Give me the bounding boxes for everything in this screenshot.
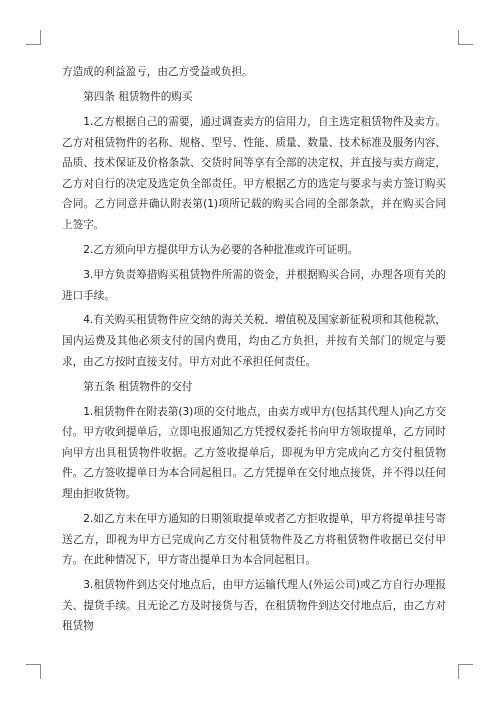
paragraph-continuation: 方造成的利益盈亏，由乙方受益或负担。 (62, 66, 253, 78)
article-5-heading: 第五条 租赁物件的交付 (83, 380, 193, 393)
article-4-clause-3: 3.甲方负责筹措购买租赁物件所需的资金，并根据购买合同，办理各项有关的进口手续。 (62, 268, 446, 302)
article-4-heading: 第四条 租赁物件的购买 (83, 90, 193, 103)
crop-mark-bottom-right (458, 664, 473, 679)
article-4-clause-4: 4.有关购买租赁物件应交纳的海关关税、增值税及国家新征税项和其他税款，国内运费及其他必须支付的国内费用，均由乙方负担，并按有关部门的规定与要求，由乙方按时直接支付。甲方对此不承担任何责任。 (62, 314, 446, 368)
crop-mark-top-right (458, 30, 473, 45)
article-4-clause-2: 2.乙方须向甲方提供甲方认为必要的各种批准或许可证明。 (83, 243, 359, 256)
crop-mark-bottom-left (26, 664, 41, 679)
article-5-clause-2: 2.如乙方未在甲方通知的日期领取提单或者乙方拒收提单，甲方将提单挂号寄送乙方，即视为甲方已完成向乙方交付租赁物件及乙方将租赁物件收据已交付甲方。在此种情况下，甲方寄出提单日为本合同起租日。 (62, 513, 446, 567)
article-5-clause-3: 3.租赁物件到达交付地点后，由甲方运输代理人(外运公司)或乙方自行办理报关、提货手续。且无论乙方及时接货与否，在租赁物件到达交付地点后，由乙方对租赁物 (62, 579, 446, 633)
crop-mark-top-left (26, 30, 41, 45)
document-body (62, 62, 446, 641)
article-4-clause-1: 1.乙方根据自己的需要，通过调查卖方的信用力，自主选定租赁物件及卖方。乙方对租赁物件的名称、规格、型号、性能、质量、数量、技术标准及服务内容、品质、技术保证及价格条款、交货时间等享有全部的决定权，并直接与卖方商定，乙方对自行的决定及选定负全部责任。甲方根据乙方的选定与要求与卖方签订购买合同。乙方同意并确认附表第(1)项所记载的购买合同的全部条款，并在购买合同上签字。 (62, 115, 446, 231)
article-5-clause-1: 1.租赁物件在附表第(3)项的交付地点，由卖方或甲方(包括其代理人)向乙方交付。甲方收到提单后，立即电报通知乙方凭授权委托书向甲方领取提单，乙方同时向甲方出具租赁物件收据。乙方签收提单后，即视为甲方完成向乙方交付租赁物件。乙方签收提单日为本合同起租日。乙方凭提单在交付地点接货，并不得以任何理由拒收货物。 (62, 405, 446, 501)
